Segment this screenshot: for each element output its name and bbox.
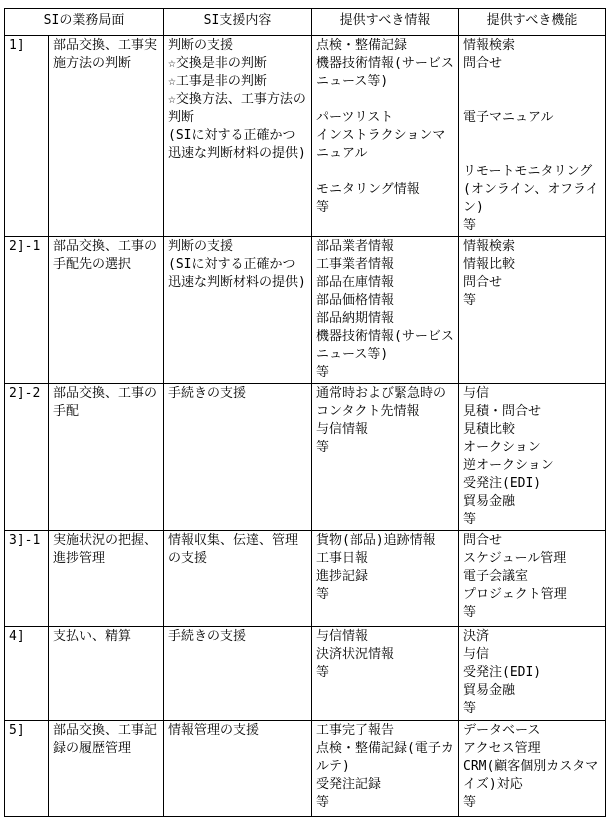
table-row xyxy=(5,627,606,721)
row-number: 2]-2 xyxy=(5,384,49,531)
table-row xyxy=(5,237,606,384)
row-number: 4] xyxy=(5,627,49,721)
row-number: 5] xyxy=(5,721,49,817)
row-phase: 部品交換、工事の手配 xyxy=(49,384,164,531)
row-info: 通常時および緊急時のコンタクト先情報 与信情報 等 xyxy=(312,384,459,531)
header-si-phase: SIの業務局面 xyxy=(5,9,164,36)
table-row xyxy=(5,384,606,531)
header-function: 提供すべき機能 xyxy=(459,9,606,36)
row-phase: 支払い、精算 xyxy=(49,627,164,721)
si-support-table xyxy=(4,8,606,817)
row-info: 点検・整備記録 機器技術情報(サービスニュース等) パーツリスト インストラクションマニュアル モニタリング情報 等 xyxy=(312,36,459,237)
table-row xyxy=(5,36,606,237)
table-row xyxy=(5,531,606,627)
row-support: 手続きの支援 xyxy=(164,627,312,721)
row-function: データベース アクセス管理 CRM(顧客個別カスタマイズ)対応 等 xyxy=(459,721,606,817)
row-function: 問合せ スケジュール管理 電子会議室 プロジェクト管理 等 xyxy=(459,531,606,627)
row-support: 判断の支援 (SIに対する正確かつ迅速な判断材料の提供) xyxy=(164,237,312,384)
row-phase: 部品交換、工事の手配先の選択 xyxy=(49,237,164,384)
row-info: 工事完了報告 点検・整備記録(電子カルテ) 受発注記録 等 xyxy=(312,721,459,817)
row-function: 情報検索 問合せ 電子マニュアル リモートモニタリング(オンライン、オフライン) 等 xyxy=(459,36,606,237)
header-row xyxy=(5,9,606,36)
row-support: 判断の支援 ☆交換是非の判断 ☆工事是非の判断 ☆交換方法、工事方法の判断 (SIに対する正確かつ迅速な判断材料の提供) xyxy=(164,36,312,237)
row-support: 情報収集、伝達、管理の支援 xyxy=(164,531,312,627)
header-si-support: SI支援内容 xyxy=(164,9,312,36)
row-support: 手続きの支援 xyxy=(164,384,312,531)
row-info: 部品業者情報 工事業者情報 部品在庫情報 部品価格情報 部品納期情報 機器技術情報(サービスニュース等) 等 xyxy=(312,237,459,384)
row-info: 与信情報 決済状況情報 等 xyxy=(312,627,459,721)
row-phase: 部品交換、工事記録の履歴管理 xyxy=(49,721,164,817)
row-phase: 部品交換、工事実施方法の判断 xyxy=(49,36,164,237)
row-phase: 実施状況の把握、進捗管理 xyxy=(49,531,164,627)
row-info: 貨物(部品)追跡情報 工事日報 進捗記録 等 xyxy=(312,531,459,627)
row-number: 1] xyxy=(5,36,49,237)
table-row xyxy=(5,721,606,817)
row-number: 3]-1 xyxy=(5,531,49,627)
row-function: 情報検索 情報比較 問合せ 等 xyxy=(459,237,606,384)
row-function: 決済 与信 受発注(EDI) 貿易金融 等 xyxy=(459,627,606,721)
row-support: 情報管理の支援 xyxy=(164,721,312,817)
row-number: 2]-1 xyxy=(5,237,49,384)
row-function: 与信 見積・問合せ 見積比較 オークション 逆オークション 受発注(EDI) 貿易金融 等 xyxy=(459,384,606,531)
header-info: 提供すべき情報 xyxy=(312,9,459,36)
